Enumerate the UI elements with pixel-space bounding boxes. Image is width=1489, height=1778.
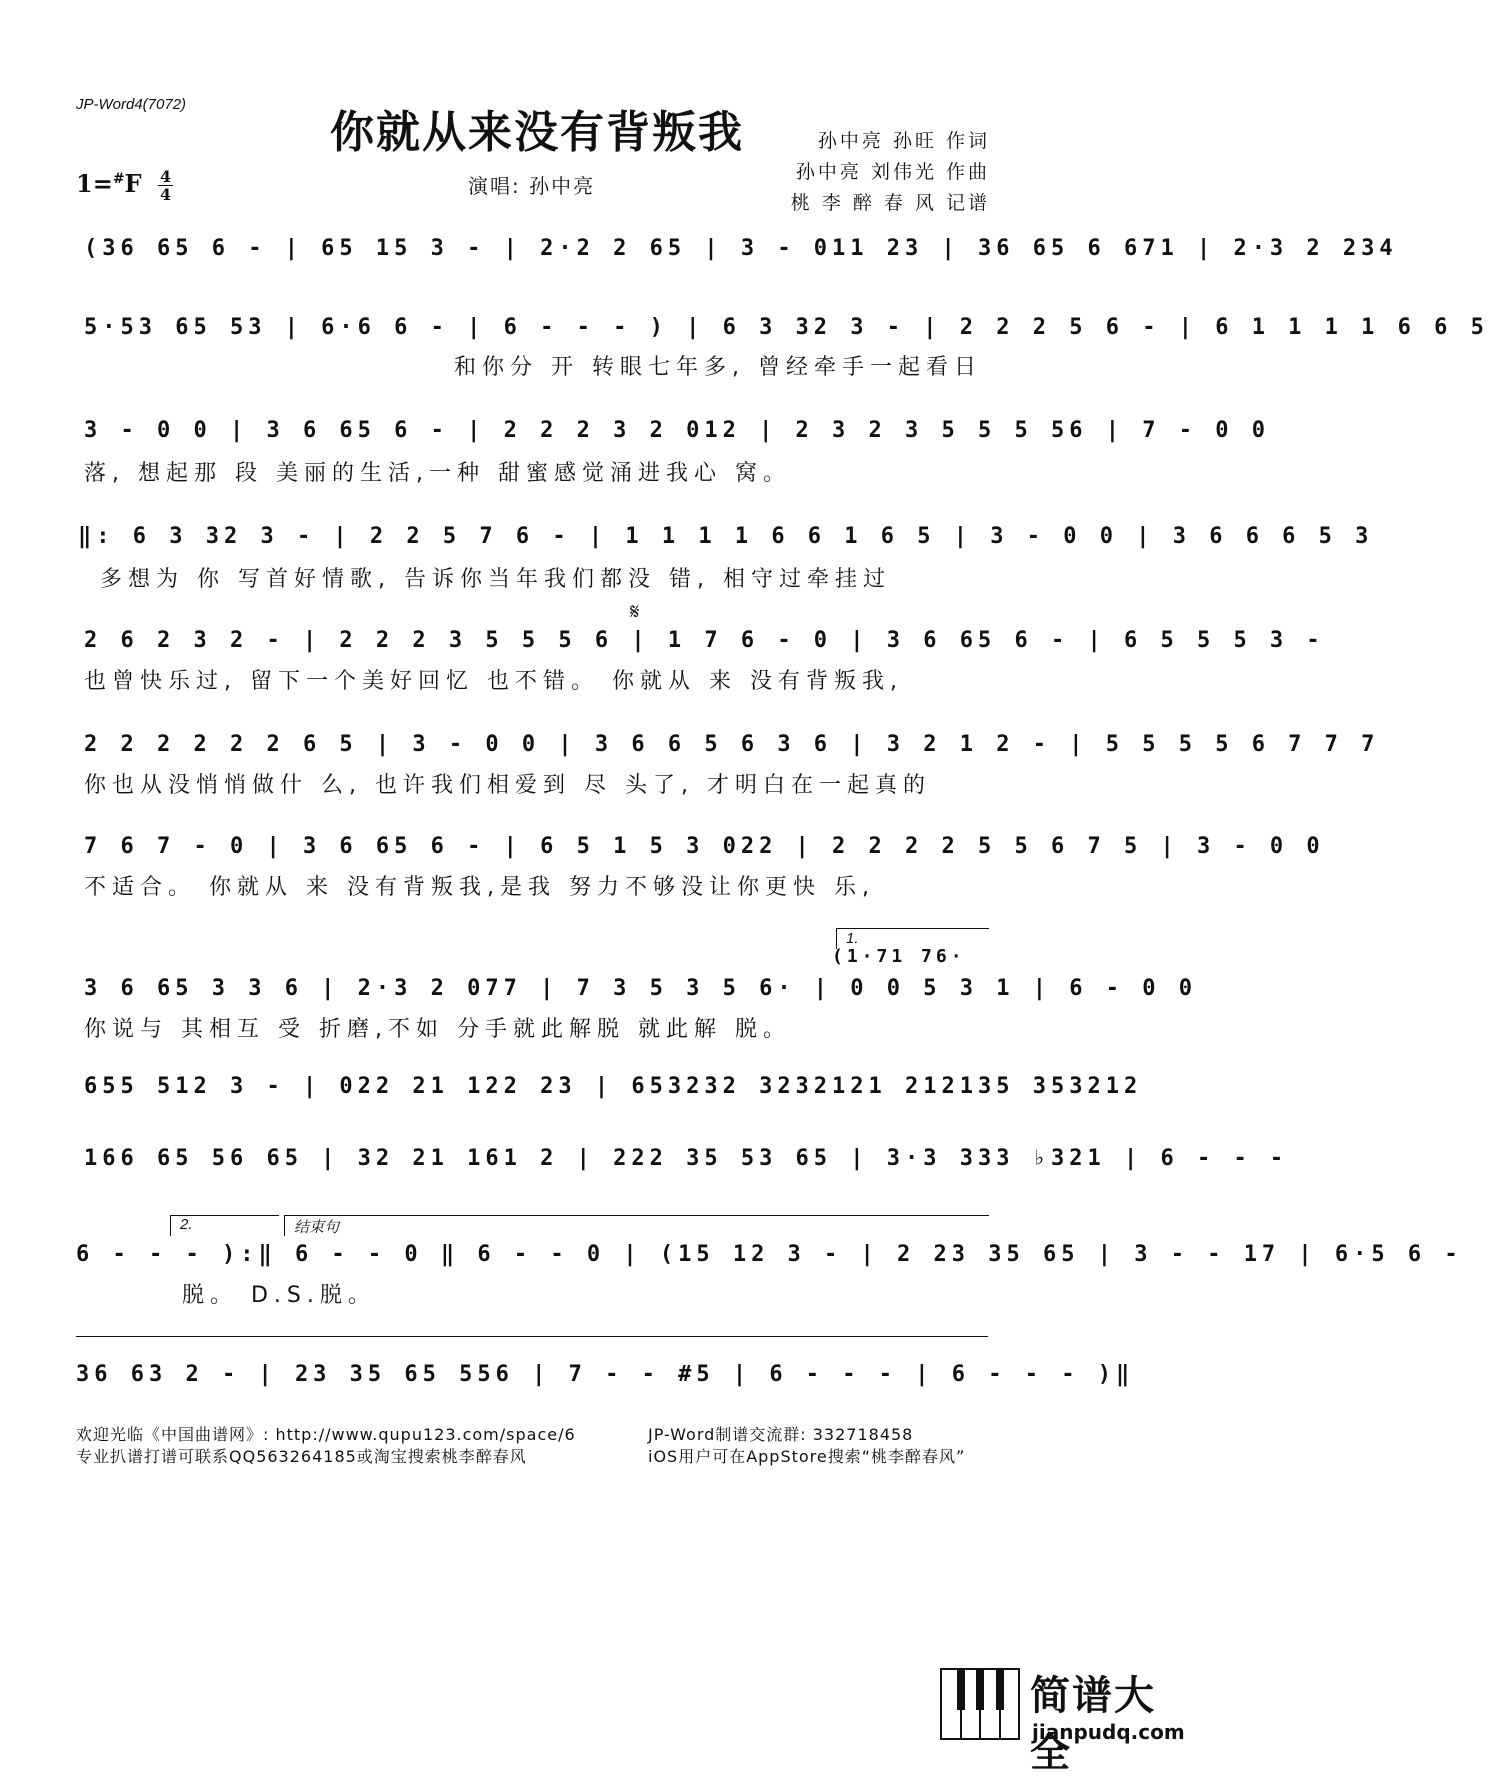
lyric-line-3: 落, 想起那 段 美丽的生活,一种 甜蜜感觉涌进我心 窝。 [84, 461, 791, 486]
composer-credit: 孙中亮 刘伟光 作曲 [795, 161, 990, 183]
score-line-6: 2 2 2 2 2 2 6 5 | 3 - 0 0 | 3 6 6 5 6 3 6 | 3 2 1 2 - | 5 5 5 5 6 7 7 7 [84, 732, 1380, 757]
time-bottom: 4 [159, 185, 172, 204]
segno-sign: 𝄋 [630, 600, 640, 625]
lyric-line-5: 也曾快乐过, 留下一个美好回忆 也不错。 你就从 来 没有背叛我, [84, 669, 903, 694]
coda-bracket [284, 1215, 989, 1236]
score-line-9: 655 512 3 - | 022 21 122 23 | 653232 3232121 212135 353212 [84, 1074, 1143, 1099]
lyric-line-7: 不适合。 你就从 来 没有背叛我,是我 努力不够没让你更快 乐, [84, 875, 875, 900]
score-line-8: 3 6 65 3 3 6 | 2·3 2 077 | 7 3 5 3 5 6· | 0 0 5 3 1 | 6 - 0 0 [84, 976, 1197, 1001]
credits [760, 126, 990, 219]
footer-ios: iOS用户可在AppStore搜索“桃李醉春风” [648, 1447, 966, 1466]
software-label: JP-Word4(7072) [76, 96, 187, 113]
lyric-line-6: 你也从没悄悄做什 么, 也许我们相爱到 尽 头了, 才明白在一起真的 [84, 773, 931, 798]
transcriber-credit: 桃 李 醉 春 风 记谱 [790, 192, 990, 214]
score-line-2: 5·53 65 53 | 6·6 6 - | 6 - - - ) | 6 3 32 3 - | 2 2 2 5 6 - | 6 1 1 1 1 6 6 5 [84, 315, 1489, 340]
score-line-12: 36 63 2 - | 23 35 65 556 | 7 - - #5 | 6 - - - | 6 - - - )‖ [76, 1362, 1135, 1387]
coda-label: 结束句 [294, 1219, 340, 1236]
score-line-5: 2 6 2 3 2 - | 2 2 2 3 5 5 5 6 | 1 7 6 - 0 | 3 6 65 6 - | 6 5 5 5 3 - [84, 628, 1325, 653]
lyric-line-2: 和你分 开 转眼七年多, 曾经牵手一起看日 [454, 355, 982, 380]
song-title: 你就从来没有背叛我 [330, 107, 744, 158]
brand-name: 简谱大全 [1030, 1673, 1156, 1776]
key-note: F [124, 169, 142, 198]
footer-group: JP-Word制谱交流群: 332718458 [648, 1425, 914, 1444]
piano-keys-icon [940, 1668, 1020, 1740]
key-accidental: # [112, 171, 125, 187]
time-top: 4 [159, 167, 172, 186]
score-line-7: 7 6 7 - 0 | 3 6 65 6 - | 6 5 1 5 3 022 | 2 2 2 2 5 5 6 7 5 | 3 - 0 0 [84, 834, 1325, 859]
footer-left [76, 1424, 576, 1468]
singer: 演唱: 孙中亮 [468, 174, 596, 198]
brand-url: jianpudq.com [1032, 1720, 1185, 1744]
lyric-line-8: 你说与 其相互 受 折磨,不如 分手就此解脱 就此解 脱。 [84, 1017, 791, 1042]
key-prefix: 1= [76, 169, 113, 198]
footer-contact: 专业扒谱打谱可联系QQ563264185或淘宝搜索桃李醉春风 [76, 1447, 527, 1466]
footer-right [648, 1424, 965, 1468]
brand-logo [940, 1660, 1185, 1776]
final-line-tie [76, 1336, 988, 1337]
ending-1-notes: (1·71 76· [832, 946, 966, 967]
score-line-3: 3 - 0 0 | 3 6 65 6 - | 2 2 2 3 2 012 | 2 3 2 3 5 5 5 56 | 7 - 0 0 [84, 418, 1270, 443]
score-line-4: ‖: 6 3 32 3 - | 2 2 5 7 6 - | 1 1 1 1 6 6 1 6 5 | 3 - 0 0 | 3 6 6 6 5 3 [78, 524, 1374, 549]
lyric-line-11: 脱。 D.S.脱。 [182, 1283, 376, 1308]
ending-1-label: 1. [846, 930, 859, 947]
score-line-10: 166 65 56 65 | 32 21 161 2 | 222 35 53 65 | 3·3 333 ♭321 | 6 - - - [84, 1146, 1289, 1171]
key-signature [76, 168, 173, 203]
lyricist-credit: 孙中亮 孙旺 作词 [817, 130, 990, 152]
score-line-11: 6 - - - ):‖ 6 - - 0 ‖ 6 - - 0 | (15 12 3 - | 2 23 35 65 | 3 - - 17 | 6·5 6 - [76, 1242, 1463, 1267]
footer-website: 欢迎光临《中国曲谱网》: http://www.qupu123.com/space/6 [76, 1425, 576, 1444]
time-signature [158, 168, 173, 203]
ending-2-label: 2. [180, 1216, 193, 1233]
lyric-line-4: 多想为 你 写首好情歌, 告诉你当年我们都没 错, 相守过牵挂过 [100, 567, 891, 592]
score-line-1: (36 65 6 - | 65 15 3 - | 2·2 2 65 | 3 - 011 23 | 36 65 6 671 | 2·3 2 234 [84, 236, 1398, 261]
